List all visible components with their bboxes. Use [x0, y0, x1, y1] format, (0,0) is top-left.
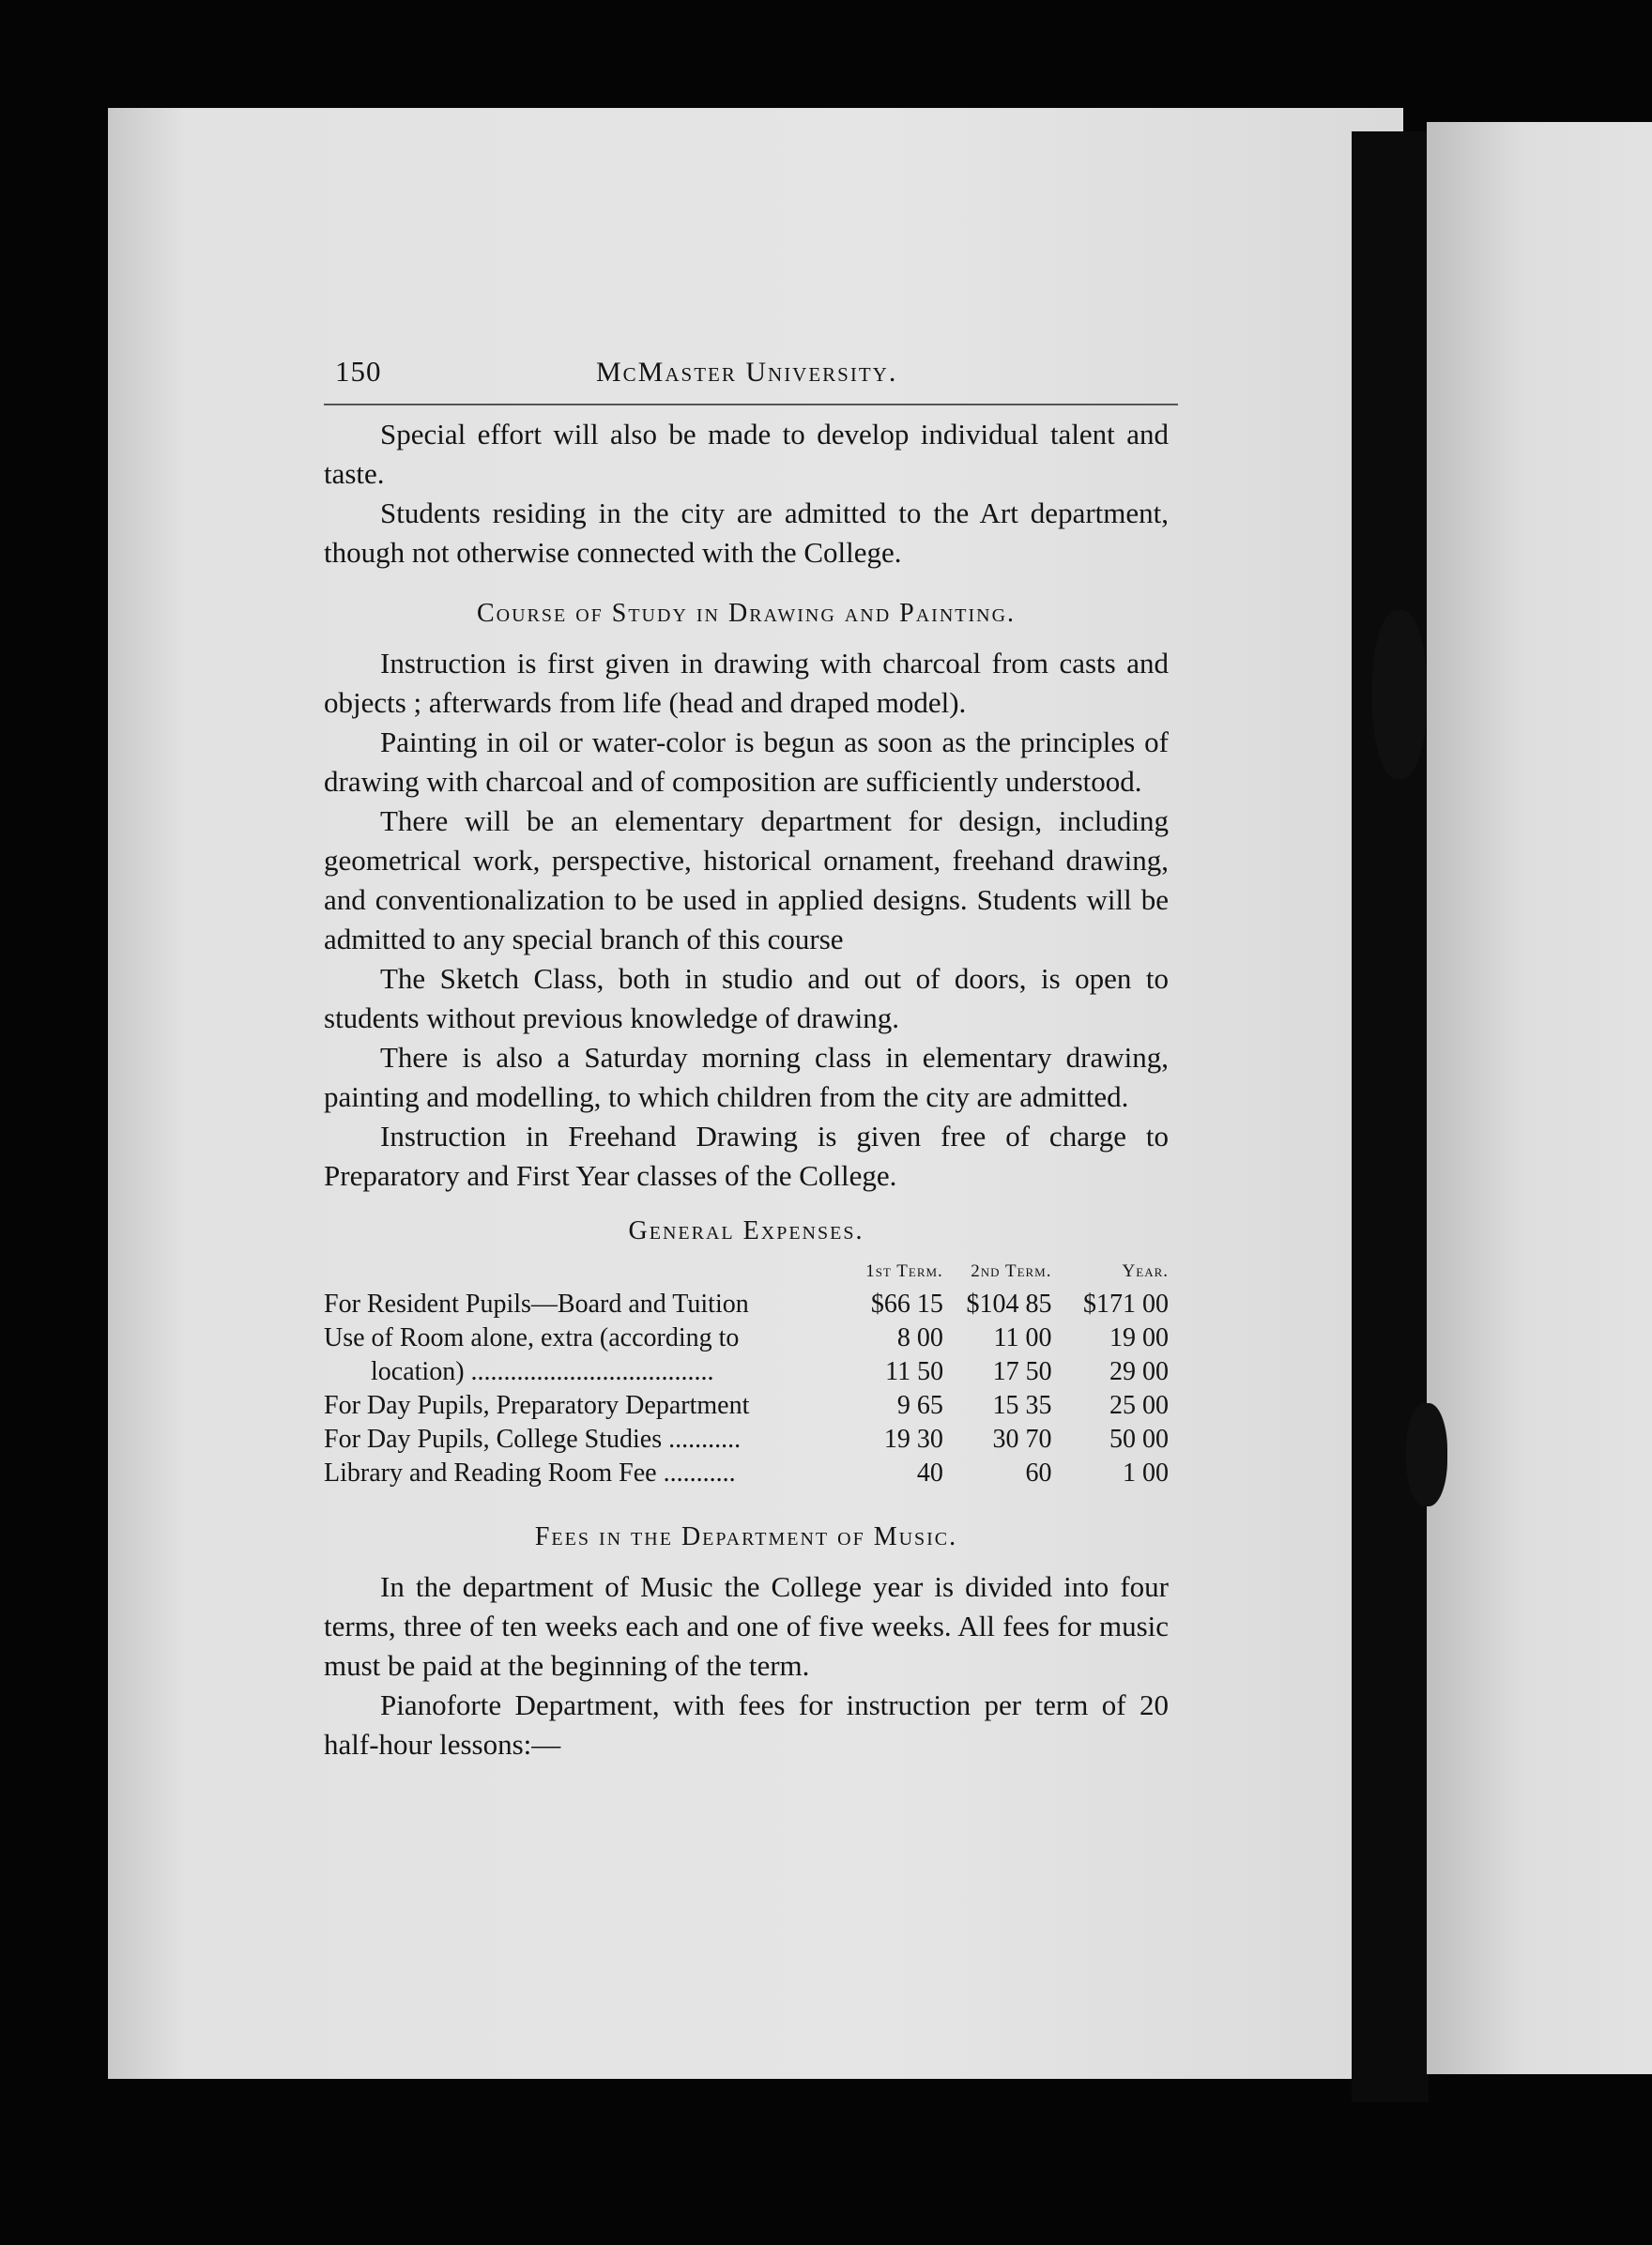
paragraph: The Sketch Class, both in studio and out of doors, is open to students without previous knowledge of drawing.	[324, 962, 1169, 1034]
ink-blot	[1406, 1403, 1447, 1506]
row-label: For Day Pupils, College Studies ...........	[324, 1425, 742, 1454]
paragraph: There is also a Saturday morning class in elementary drawing, painting and modelling, to which children from the city are admitted.	[324, 1041, 1169, 1113]
running-head	[324, 347, 1178, 405]
table-row	[324, 1389, 1169, 1423]
column-header: 1st Term.	[865, 1261, 943, 1281]
expenses-table	[324, 1261, 1169, 1490]
column-header: Year.	[1122, 1261, 1170, 1281]
cell-year: 1 00	[1123, 1458, 1170, 1488]
paragraph: Students residing in the city are admitted to the Art department, though not otherwise connected with the College.	[324, 496, 1169, 569]
cell-second-term: $104 85	[966, 1290, 1052, 1319]
cell-second-term: 17 50	[992, 1357, 1052, 1386]
row-label: For Day Pupils, Preparatory Department	[324, 1391, 750, 1420]
cell-first-term: 19 30	[883, 1425, 943, 1454]
paragraph: There will be an elementary department for design, including geometrical work, perspective, historical ornament, freehand drawing, and conventionalization to be used in applied designs. Students will be admitted to any special branch of this course	[324, 804, 1169, 955]
paragraph: Painting in oil or water-color is begun as soon as the principles of drawing with charcoal and of composition are sufficiently understood.	[324, 725, 1169, 798]
section-heading-drawing: Course of Study in Drawing and Painting.	[476, 599, 1017, 628]
running-title: McMaster University.	[596, 357, 898, 388]
cell-second-term: 11 00	[993, 1323, 1052, 1352]
section-heading-music: Fees in the Department of Music.	[534, 1522, 958, 1551]
cell-first-term: 11 50	[885, 1357, 944, 1386]
section-heading-expenses: General Expenses.	[628, 1216, 864, 1245]
cell-year: 19 00	[1109, 1323, 1170, 1352]
expenses-table-header	[324, 1261, 1169, 1288]
paragraph: Pianoforte Department, with fees for instruction per term of 20 half-hour lessons:—	[324, 1688, 1169, 1761]
cell-year: $171 00	[1083, 1290, 1170, 1319]
cell-first-term: 9 65	[896, 1391, 943, 1420]
table-row	[324, 1423, 1169, 1457]
cell-year: 50 00	[1109, 1425, 1170, 1454]
column-header: 2nd Term.	[971, 1261, 1052, 1281]
cell-second-term: 60	[1025, 1458, 1052, 1488]
table-row	[324, 1288, 1169, 1321]
table-row	[324, 1457, 1169, 1490]
cell-year: 25 00	[1109, 1391, 1170, 1420]
ink-blot	[1372, 610, 1427, 779]
paragraph: In the department of Music the College year is divided into four terms, three of ten weeks each and one of five weeks. All fees for music must be paid at the beginning of the term.	[324, 1570, 1169, 1682]
row-label: For Resident Pupils—Board and Tuition	[324, 1290, 749, 1319]
table-row	[324, 1355, 1169, 1389]
paragraph: Instruction is first given in drawing with charcoal from casts and objects ; afterwards from life (head and draped model).	[324, 647, 1169, 719]
table-row	[324, 1321, 1169, 1355]
row-label: location) .....................................	[371, 1357, 714, 1386]
cell-second-term: 30 70	[992, 1425, 1052, 1454]
cell-year: 29 00	[1109, 1357, 1169, 1386]
cell-second-term: 15 35	[992, 1391, 1052, 1420]
page-number: 150	[335, 355, 382, 388]
cell-first-term: $66 15	[870, 1290, 943, 1319]
cell-first-term: 40	[916, 1458, 943, 1488]
row-label: Library and Reading Room Fee ...........	[324, 1458, 736, 1488]
paragraph: Special effort will also be made to develop individual talent and taste.	[324, 418, 1169, 490]
facing-page-edge	[1427, 122, 1652, 2074]
paragraph: Instruction in Freehand Drawing is given free of charge to Preparatory and First Year classes of the College.	[324, 1120, 1169, 1192]
book-gutter	[1352, 131, 1429, 2102]
row-label: Use of Room alone, extra (according to	[324, 1323, 740, 1352]
page-content	[324, 347, 1169, 1764]
cell-first-term: 8 00	[896, 1323, 943, 1352]
